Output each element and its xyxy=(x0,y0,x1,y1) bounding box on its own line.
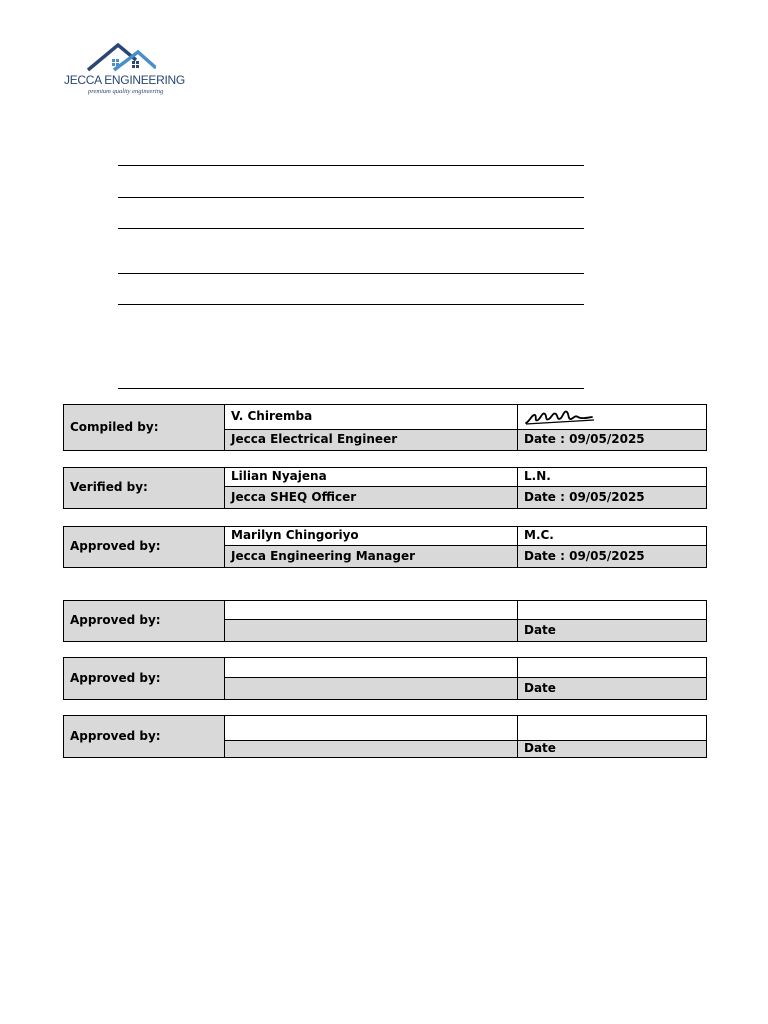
signatory-title xyxy=(225,678,518,700)
role-label: Approved by: xyxy=(64,601,225,642)
sign-date: Date xyxy=(518,678,707,700)
title-line-2 xyxy=(118,197,584,198)
signatory-name: Lilian Nyajena xyxy=(225,468,518,487)
approved-by-block-4 xyxy=(63,715,707,758)
title-line-3 xyxy=(118,228,584,229)
sign-date: Date xyxy=(518,620,707,642)
role-label: Verified by: xyxy=(64,468,225,509)
approved-by-block-1 xyxy=(63,526,707,568)
signatory-initials: M.C. xyxy=(518,527,707,546)
signatory-title xyxy=(225,620,518,642)
verified-by-block xyxy=(63,467,707,509)
signature-scribble xyxy=(524,408,596,426)
signatory-title: Jecca SHEQ Officer xyxy=(225,487,518,509)
title-line-5 xyxy=(118,304,584,305)
sign-date: Date : 09/05/2025 xyxy=(518,430,707,451)
signatory-name: Marilyn Chingoriyo xyxy=(225,527,518,546)
signatory-title xyxy=(225,741,518,758)
signatory-initials xyxy=(518,716,707,741)
company-logo xyxy=(64,42,185,100)
role-label: Approved by: xyxy=(64,716,225,758)
signatory-name: V. Chiremba xyxy=(225,405,518,430)
signatory-initials xyxy=(518,601,707,620)
approved-by-block-2 xyxy=(63,600,707,642)
house-roof-icon xyxy=(86,42,156,72)
role-label: Approved by: xyxy=(64,527,225,568)
company-name: JECCA ENGINEERING xyxy=(64,73,185,87)
signatory-name xyxy=(225,601,518,620)
signatory-title: Jecca Engineering Manager xyxy=(225,546,518,568)
role-label: Compiled by: xyxy=(64,405,225,451)
company-tagline: premium quality engineering xyxy=(88,88,164,95)
approved-by-block-3 xyxy=(63,657,707,700)
sign-date: Date : 09/05/2025 xyxy=(518,546,707,568)
signatory-name xyxy=(225,716,518,741)
signatory-initials xyxy=(518,658,707,678)
sign-date: Date : 09/05/2025 xyxy=(518,487,707,509)
title-line-6 xyxy=(118,388,584,389)
signature-cell xyxy=(518,405,707,430)
role-label: Approved by: xyxy=(64,658,225,700)
signatory-title: Jecca Electrical Engineer xyxy=(225,430,518,451)
compiled-by-block xyxy=(63,404,707,451)
sign-date: Date xyxy=(518,741,707,758)
signatory-initials: L.N. xyxy=(518,468,707,487)
title-line-4 xyxy=(118,273,584,274)
signatory-name xyxy=(225,658,518,678)
title-line-1 xyxy=(118,165,584,166)
